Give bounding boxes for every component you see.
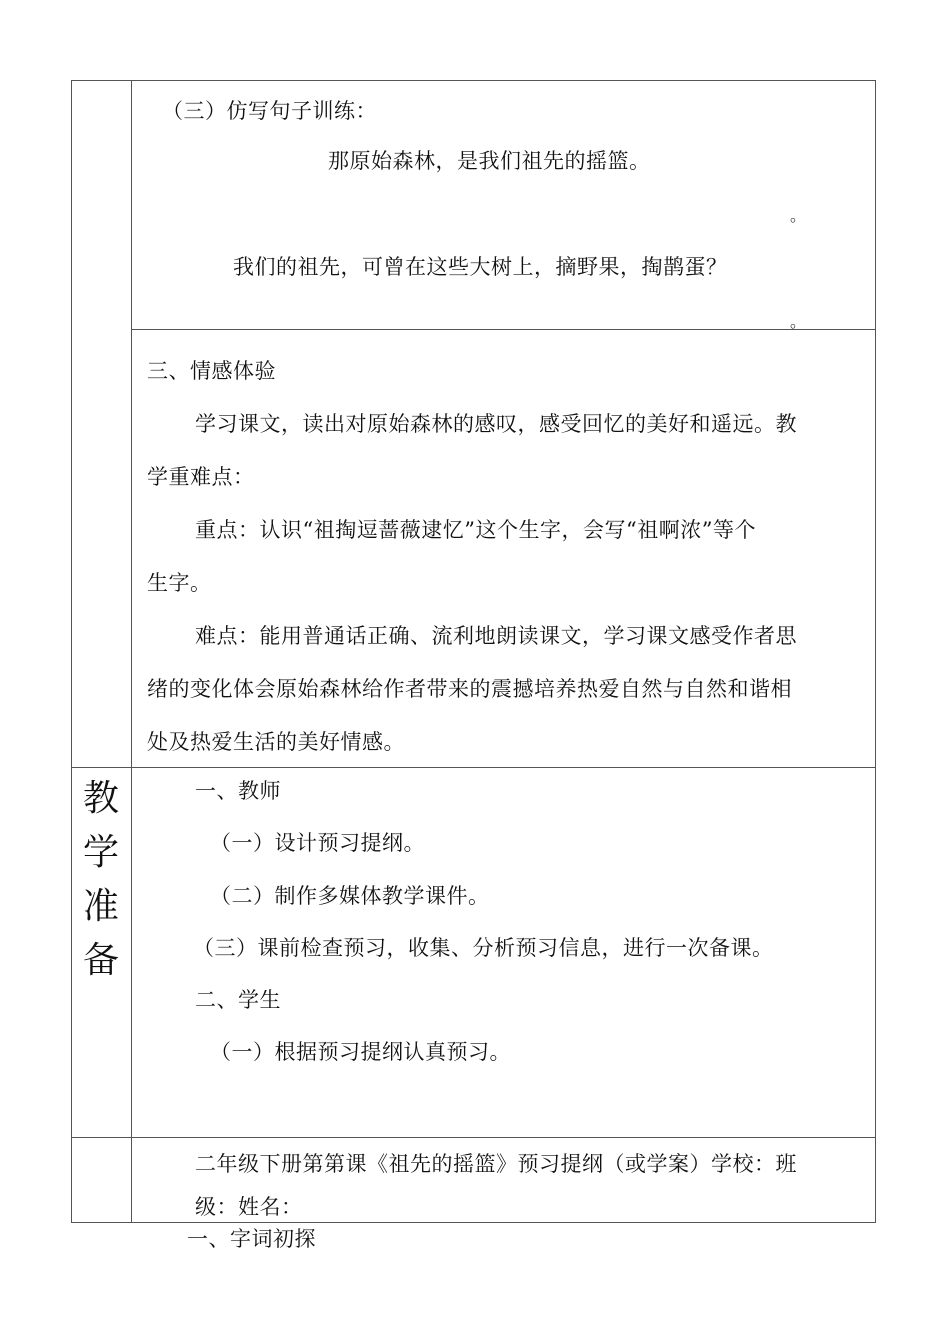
column-divider [131, 80, 132, 1223]
row-label-char: 教 [83, 778, 120, 819]
sentence-practice-heading: （三）仿写句子训练： [162, 99, 377, 123]
row-label-char: 准 [83, 886, 120, 927]
preview-outline-title-cont: 级：姓名： [195, 1195, 303, 1219]
example-sentence-2: 我们的祖先，可曾在这些大树上，摘野果，掏鹊蛋？ [233, 255, 728, 279]
list-item: （三）课前检查预习，收集、分析预习信息，进行一次备课。 [193, 936, 774, 960]
paragraph-line: 生字。 [147, 571, 212, 595]
example-sentence-1: 那原始森林，是我们祖先的摇篮。 [328, 149, 651, 173]
preview-outline-title: 二年级下册第第课《祖先的摇篮》预习提纲（或学案）学校：班 [195, 1152, 797, 1176]
row-label-char: 备 [83, 940, 120, 981]
answer-blank-2: 。 [790, 312, 807, 331]
table-right-border [875, 80, 876, 1223]
paragraph-line: 绪的变化体会原始森林给作者带来的震撼培养热爱自然与自然和谐相 [147, 677, 792, 701]
paragraph-line: 学重难点： [147, 465, 255, 489]
paragraph-line: 重点：认识“祖掏逗蔷薇逮忆”这个生字，会写“祖啊浓”等个 [195, 518, 756, 542]
list-item: （一）设计预习提纲。 [210, 831, 425, 855]
section-heading: 一、字词初探 [187, 1227, 316, 1251]
student-heading: 二、学生 [195, 988, 281, 1012]
teacher-heading: 一、教师 [195, 779, 281, 803]
paragraph-line: 处及热爱生活的美好情感。 [147, 730, 405, 754]
list-item: （一）根据预习提纲认真预习。 [210, 1040, 511, 1064]
list-item: （二）制作多媒体教学课件。 [210, 884, 490, 908]
table-top-border [71, 80, 876, 81]
emotion-heading: 三、情感体验 [147, 359, 276, 383]
row-divider-2 [71, 767, 876, 768]
table-left-border [71, 80, 72, 1223]
row-label-char: 学 [83, 832, 120, 873]
row-divider-1 [132, 329, 876, 330]
paragraph-line: 难点：能用普通话正确、流利地朗读课文，学习课文感受作者思 [195, 624, 797, 648]
answer-blank-1: 。 [790, 206, 807, 225]
row-divider-3 [71, 1137, 876, 1138]
paragraph-line: 学习课文，读出对原始森林的感叹，感受回忆的美好和遥远。教 [195, 412, 797, 436]
table-bottom-border [71, 1222, 876, 1223]
